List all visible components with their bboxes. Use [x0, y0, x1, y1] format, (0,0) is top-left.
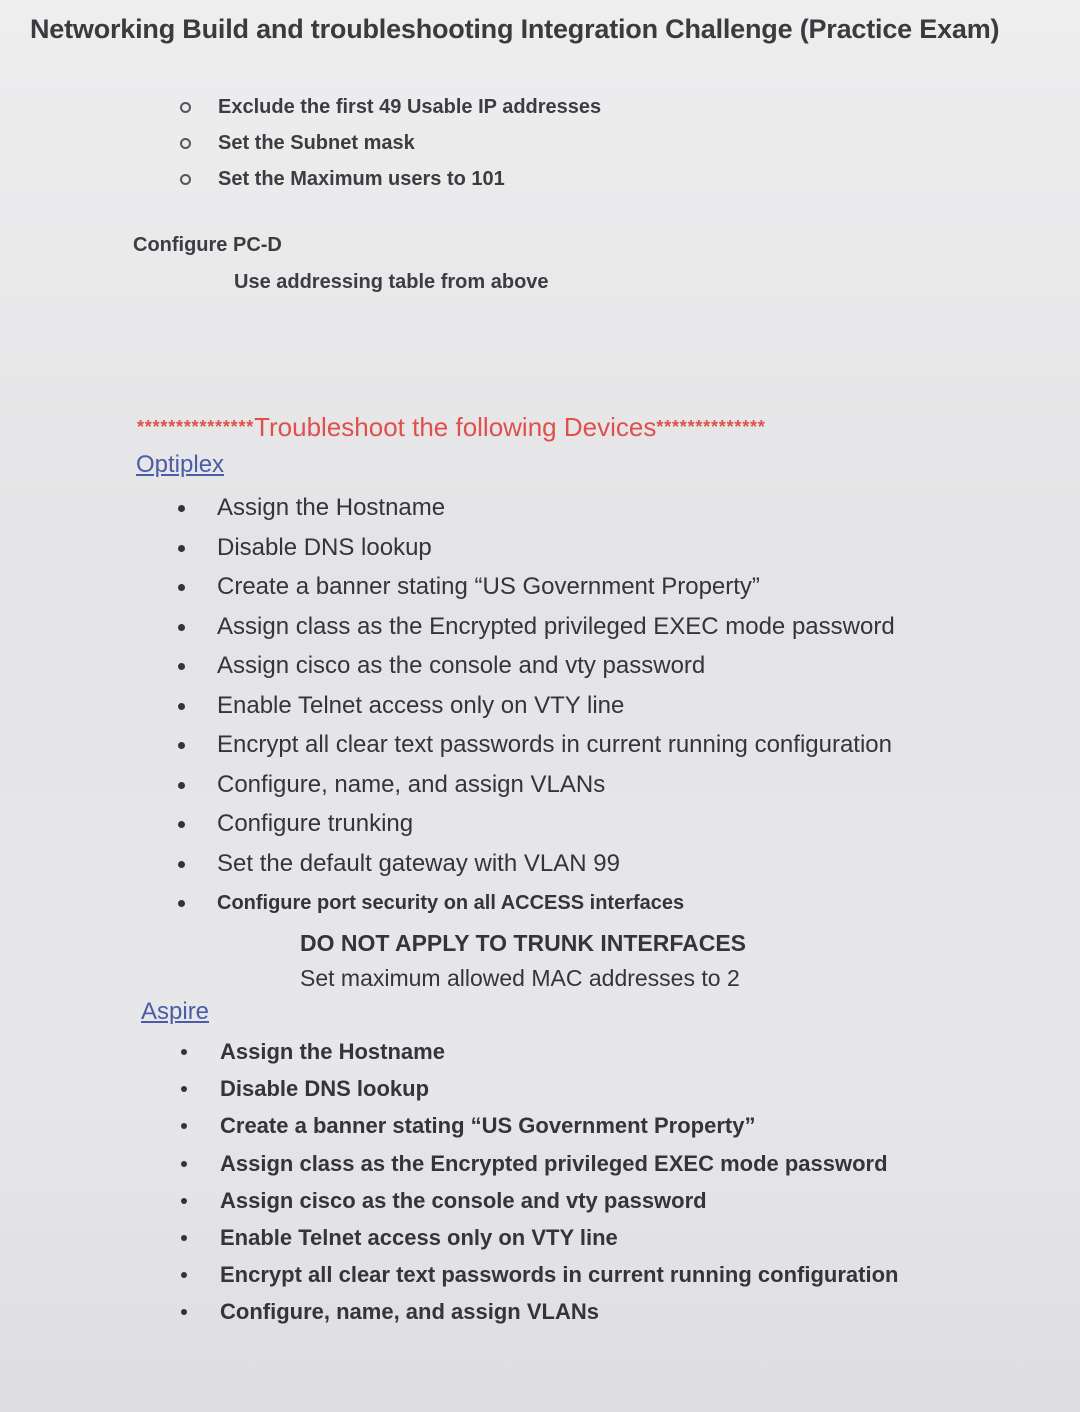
port-security-note: Set maximum allowed MAC addresses to 2: [300, 965, 740, 991]
bullet-icon: [181, 1198, 187, 1204]
list-item-text: Assign class as the Encrypted privileged EXEC mode password: [217, 612, 895, 640]
circle-bullet-icon: [180, 102, 191, 113]
list-item: [178, 128, 601, 164]
list-item: [178, 569, 895, 609]
troubleshoot-banner: [137, 412, 1037, 443]
bullet-icon: [178, 900, 185, 907]
list-item-text: Encrypt all clear text passwords in current running configuration: [217, 731, 892, 758]
list-item-text: Set the Subnet mask: [218, 132, 415, 154]
list-item: [181, 1257, 898, 1294]
list-item-text: Assign the Hostname: [220, 1039, 445, 1064]
dhcp-steps-list: [178, 92, 601, 200]
device-link-aspire[interactable]: Aspire: [141, 998, 210, 1025]
pc-section-heading: Configure PC-D: [133, 234, 282, 256]
list-item: [181, 1220, 898, 1257]
list-item-text: Create a banner stating “US Government Property”: [220, 1113, 756, 1139]
pc-section-note: Use addressing table from above: [234, 271, 549, 293]
list-item-text: Configure, name, and assign VLANs: [220, 1299, 599, 1325]
list-item-text: Enable Telnet access only on VTY line: [217, 691, 625, 719]
bullet-icon: [178, 505, 185, 512]
bullet-icon: [181, 1123, 187, 1129]
banner-stars-right: **************: [656, 417, 766, 437]
bullet-icon: [181, 1272, 187, 1278]
bullet-icon: [181, 1161, 187, 1167]
bullet-icon: [178, 703, 185, 710]
list-item: [181, 1183, 898, 1220]
list-item: [178, 648, 895, 688]
port-security-note: DO NOT APPLY TO TRUNK INTERFACES: [300, 930, 746, 956]
list-item-text: Create a banner stating “US Government Property”: [217, 573, 760, 600]
list-item-text: Assign cisco as the console and vty password: [217, 652, 706, 679]
bullet-icon: [181, 1309, 187, 1315]
list-item-text: Enable Telnet access only on VTY line: [220, 1224, 618, 1250]
bullet-icon: [181, 1086, 187, 1092]
bullet-icon: [178, 663, 185, 670]
list-item: [181, 1034, 898, 1071]
device-link-optiplex[interactable]: Optiplex: [136, 451, 225, 478]
banner-text: Troubleshoot the following Devices: [254, 412, 657, 442]
list-item: [178, 92, 601, 128]
list-item-text: Encrypt all clear text passwords in current running configuration: [220, 1262, 899, 1288]
list-item: [178, 530, 895, 570]
circle-bullet-icon: [180, 174, 191, 185]
bullet-icon: [178, 821, 185, 828]
list-item: [178, 727, 895, 767]
bullet-icon: [181, 1235, 187, 1241]
list-item: [178, 846, 895, 886]
list-item: [181, 1294, 898, 1331]
list-item: [178, 490, 895, 530]
document-title: Networking Build and troubleshooting Integration Challenge (Practice Exam): [30, 14, 1000, 44]
bullet-icon: [178, 861, 185, 868]
list-item: [178, 885, 895, 925]
list-item: [181, 1108, 898, 1145]
list-item-text: Configure trunking: [217, 810, 414, 837]
list-item: [178, 164, 601, 200]
list-item: [178, 767, 895, 807]
list-item-text: Assign cisco as the console and vty password: [220, 1187, 707, 1213]
list-item-text: Configure, name, and assign VLANs: [217, 770, 606, 798]
optiplex-task-list: [178, 490, 895, 925]
list-item: [178, 806, 895, 846]
circle-bullet-icon: [180, 138, 191, 149]
aspire-task-list: [181, 1034, 898, 1332]
list-item-text: Set the default gateway with VLAN 99: [217, 849, 620, 877]
list-item-text: Exclude the first 49 Usable IP addresses: [218, 96, 602, 118]
list-item-text: Disable DNS lookup: [220, 1076, 430, 1102]
bullet-icon: [178, 545, 185, 552]
list-item: [181, 1146, 898, 1183]
banner-stars-left: ***************: [137, 417, 255, 437]
list-item: [178, 609, 895, 649]
bullet-icon: [178, 782, 185, 789]
bullet-icon: [178, 584, 185, 591]
list-item: [181, 1071, 898, 1108]
list-item-text: Assign class as the Encrypted privileged EXEC mode password: [220, 1150, 888, 1176]
list-item: [178, 688, 895, 728]
list-item-text: Set the Maximum users to 101: [218, 168, 505, 190]
bullet-icon: [178, 624, 185, 631]
list-item-text: Configure port security on all ACCESS interfaces: [217, 892, 685, 914]
list-item-text: Assign the Hostname: [217, 494, 446, 521]
list-item-text: Disable DNS lookup: [217, 533, 432, 561]
bullet-icon: [181, 1049, 187, 1055]
bullet-icon: [178, 742, 185, 749]
